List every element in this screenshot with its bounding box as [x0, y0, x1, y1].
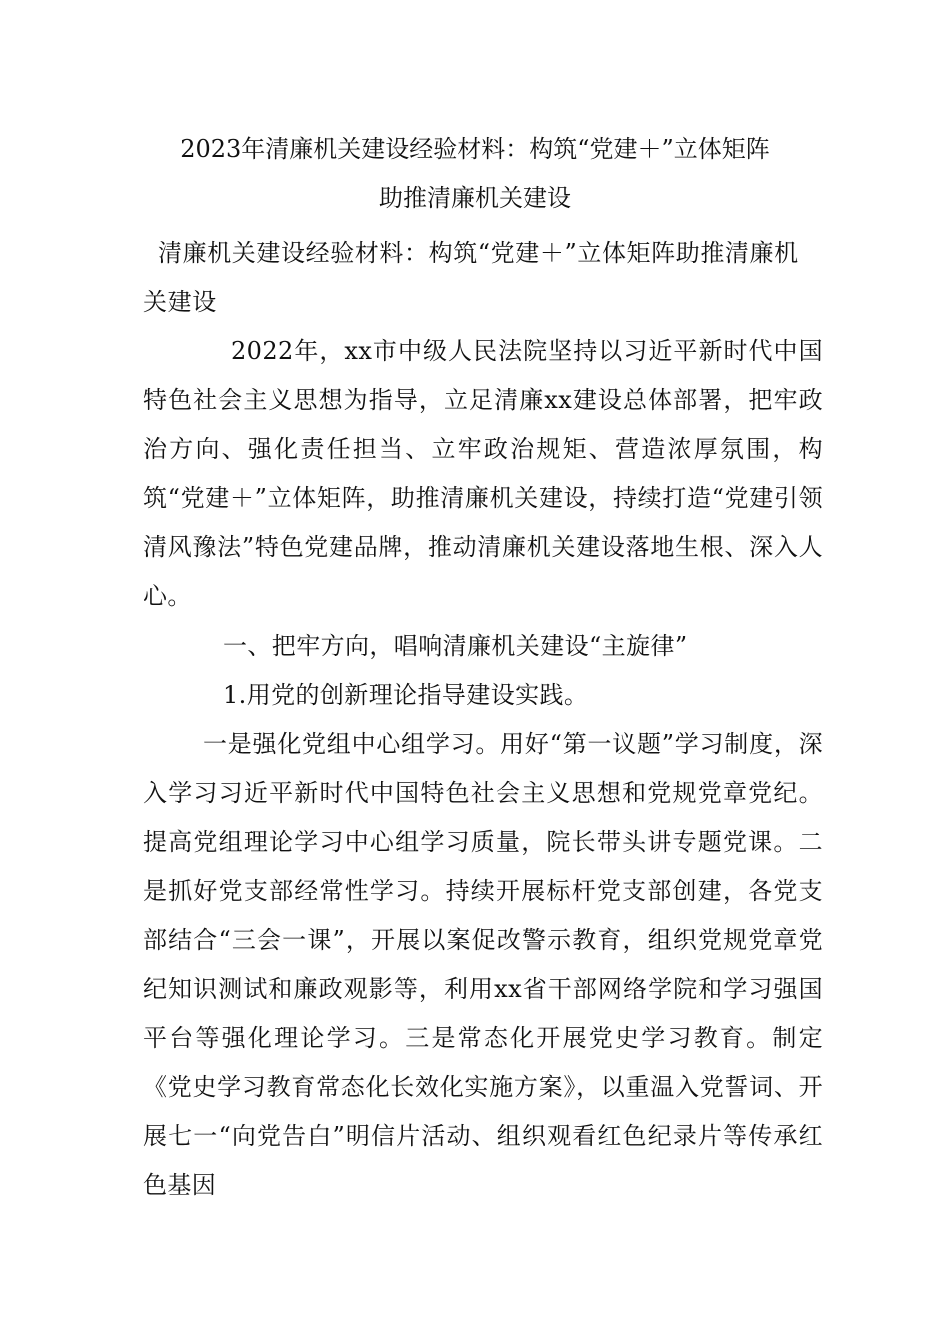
- document-title-line1: 2023年清廉机关建设经验材料：构筑“党建＋”立体矩阵: [180, 135, 770, 163]
- document-subtitle: 清廉机关建设经验材料：构筑“党建＋”立体矩阵助推清廉机关建设: [143, 239, 799, 316]
- subsection-heading: 1.用党的创新理论指导建设实践。: [223, 681, 589, 709]
- document-title-line2: 助推清廉机关建设: [379, 184, 571, 212]
- intro-paragraph: 2022年，xx市中级人民法院坚持以习近平新时代中国特色社会主义思想为指导，立足清廉xx建设总体部署，把牢政治方向、强化责任担当、立牢政治规矩、营造浓厚氛围，构筑“党建＋”立体矩阵，助推清廉机关建设，持续打造“党建引领清风豫法”特色党建品牌，推动清廉机关建设落地生根、深入人心。: [143, 337, 823, 610]
- body-paragraph: 一是强化党组中心组学习。用好“第一议题”学习制度，深入学习习近平新时代中国特色社会主义思想和党规党章党纪。提高党组理论学习中心组学习质量，院长带头讲专题党课。二是抓好党支部经常性学习。持续开展标杆党支部创建，各党支部结合“三会一课”，开展以案促改警示教育，组织党规党章党纪知识测试和廉政观影等，利用xx省干部网络学院和学习强国平台等强化理论学习。三是常态化开展党史学习教育。制定《党史学习教育常态化长效化实施方案》，以重温入党誓词、开展七一“向党告白”明信片活动、组织观看红色纪录片等传承红色基因: [143, 730, 823, 1199]
- section-heading: 一、把牢方向，唱响清廉机关建设“主旋律”: [223, 632, 688, 660]
